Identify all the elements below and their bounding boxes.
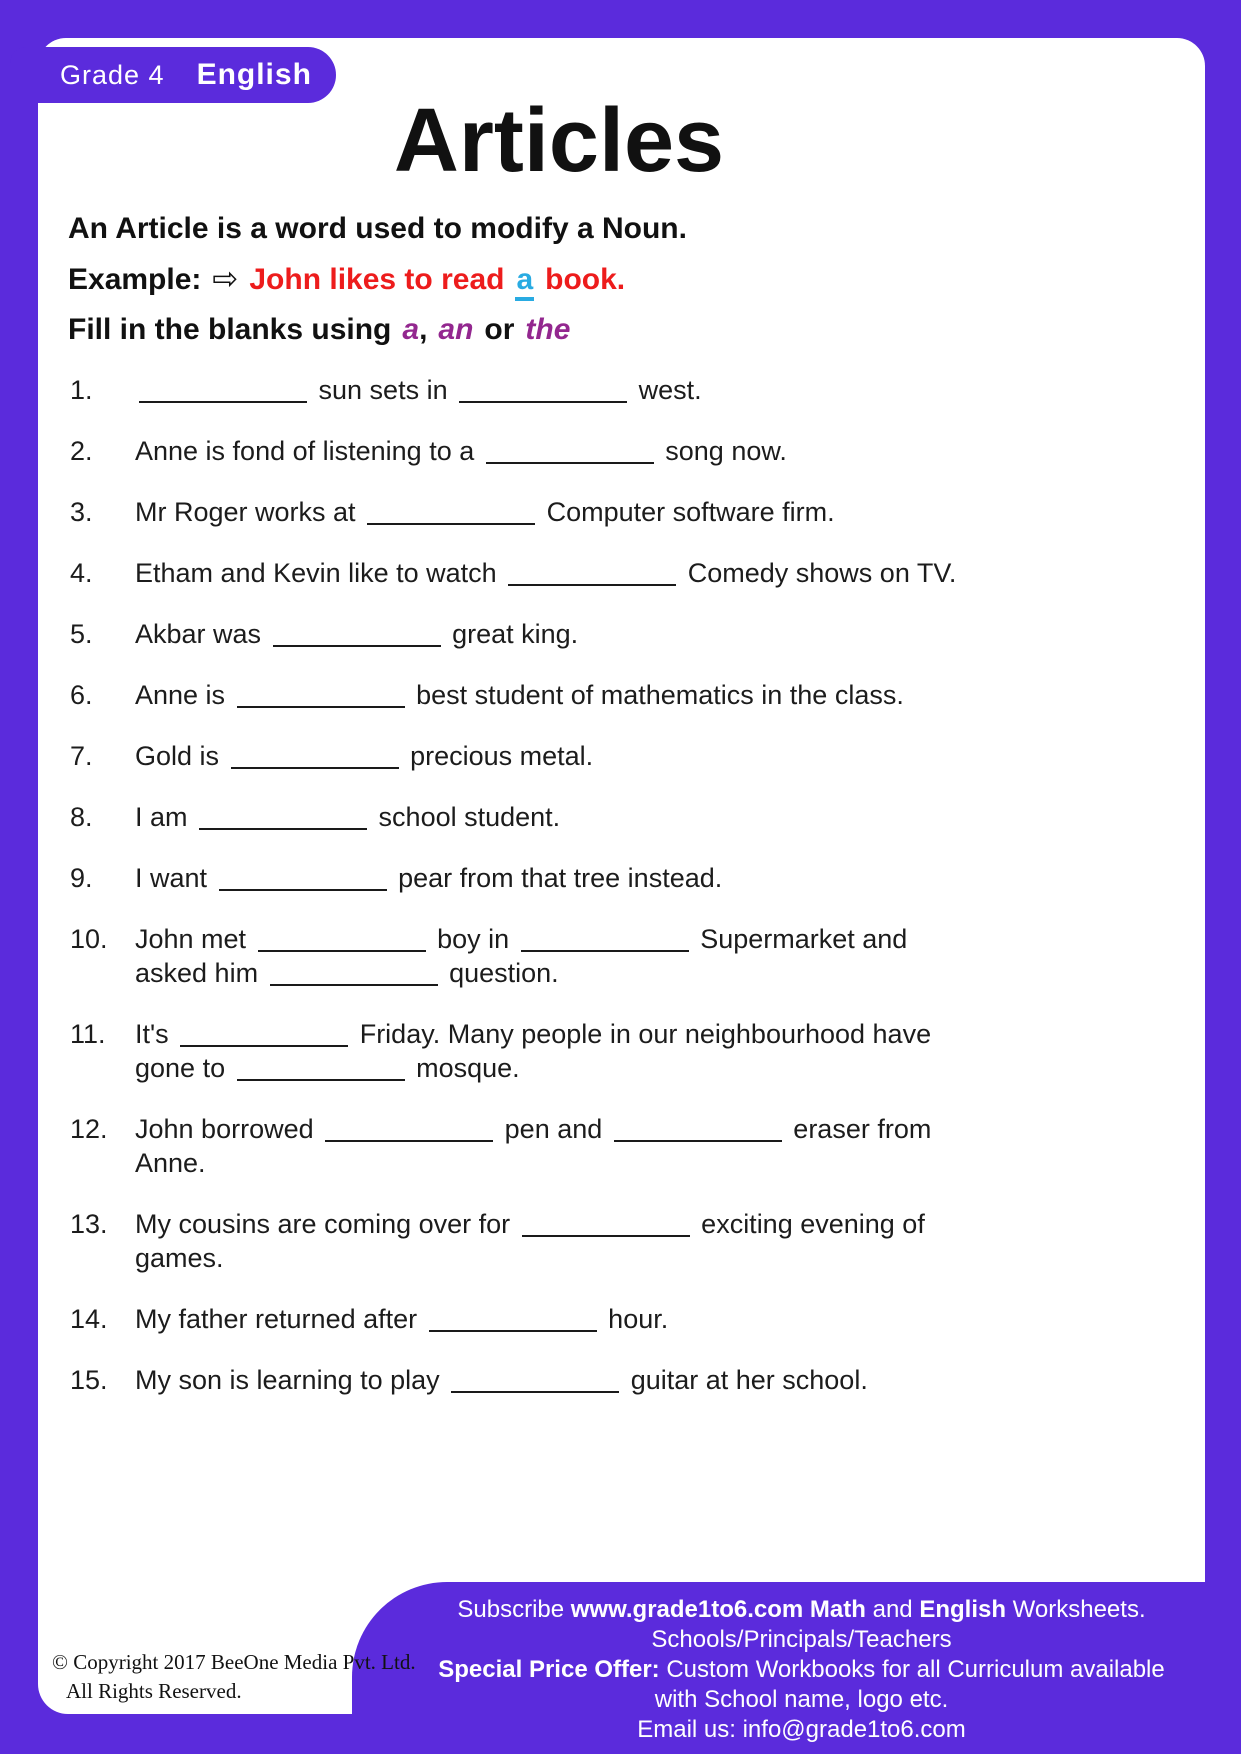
question-row — [70, 617, 1205, 651]
answer-blank[interactable] — [237, 1061, 405, 1081]
question-segment: Akbar was — [135, 619, 262, 649]
question-text — [135, 1363, 1155, 1397]
example-article-highlight: a — [515, 263, 534, 301]
questions-list — [70, 373, 1205, 1397]
answer-blank[interactable] — [231, 749, 399, 769]
question-segment: John met — [135, 924, 247, 954]
question-text — [135, 617, 1155, 651]
question-segment: Anne. — [135, 1148, 206, 1178]
question-text — [135, 1207, 1155, 1275]
footer-banner — [352, 1582, 1241, 1754]
answer-blank[interactable] — [273, 627, 441, 647]
footer-text: and — [865, 1596, 920, 1623]
answer-blank[interactable] — [459, 383, 627, 403]
question-segment: Anne is fond of listening to a — [135, 436, 475, 466]
question-segment: song now. — [665, 436, 787, 466]
answer-blank[interactable] — [270, 966, 438, 986]
question-segment: west. — [638, 375, 702, 405]
question-row — [70, 373, 1205, 407]
copyright-line: All Rights Reserved. — [66, 1679, 242, 1703]
answer-blank[interactable] — [199, 810, 367, 830]
answer-blank[interactable] — [508, 566, 676, 586]
footer-offer-label: Special Price Offer: — [438, 1656, 660, 1683]
answer-blank[interactable] — [429, 1312, 597, 1332]
question-segment: I want — [135, 863, 208, 893]
question-segment: Friday. Many people in our neighbourhood have — [359, 1019, 932, 1049]
footer-text: Worksheets. — [1006, 1596, 1146, 1623]
question-text — [135, 495, 1155, 529]
copyright-notice — [52, 1648, 416, 1706]
question-number: 4. — [70, 558, 93, 588]
question-text — [135, 434, 1155, 468]
question-row — [70, 434, 1205, 468]
question-segment: gone to — [135, 1053, 226, 1083]
question-segment: My son is learning to play — [135, 1365, 440, 1395]
answer-blank[interactable] — [451, 1373, 619, 1393]
question-text — [135, 800, 1155, 834]
question-number: 9. — [70, 863, 93, 893]
question-row — [70, 861, 1205, 895]
answer-blank[interactable] — [219, 871, 387, 891]
question-text — [135, 1302, 1155, 1336]
question-segment: hour. — [608, 1304, 669, 1334]
footer-offer-line — [392, 1655, 1211, 1685]
footer-subscribe-line — [392, 1595, 1211, 1625]
question-segment: Supermarket and — [700, 924, 908, 954]
question-row — [70, 1017, 1205, 1085]
question-segment: Gold is — [135, 741, 220, 771]
question-segment: It's — [135, 1019, 169, 1049]
question-segment: My father returned after — [135, 1304, 418, 1334]
question-segment: best student of mathematics in the class. — [416, 680, 904, 710]
article-option-a: a — [402, 313, 420, 346]
question-segment: games. — [135, 1243, 224, 1273]
answer-blank[interactable] — [325, 1122, 493, 1142]
question-number: 12. — [70, 1114, 108, 1144]
example-label: Example: — [68, 263, 202, 296]
answer-blank[interactable] — [522, 1217, 690, 1237]
footer-email-line[interactable]: Email us: info@grade1to6.com — [637, 1716, 966, 1743]
question-text — [135, 1112, 1155, 1180]
question-segment: boy in — [437, 924, 510, 954]
worksheet-page — [38, 38, 1205, 1714]
question-segment: pen and — [504, 1114, 603, 1144]
or-text: or — [484, 313, 515, 346]
subject-label: English — [196, 58, 312, 91]
answer-blank[interactable] — [180, 1027, 348, 1047]
answer-blank[interactable] — [237, 688, 405, 708]
footer-site-link[interactable]: www.grade1to6.com Math — [570, 1596, 866, 1623]
grade-subject-badge — [10, 47, 336, 103]
question-segment: sun sets in — [318, 375, 448, 405]
question-row — [70, 800, 1205, 834]
question-number: 8. — [70, 802, 93, 832]
question-segment: precious metal. — [410, 741, 594, 771]
copyright-line: © Copyright 2017 BeeOne Media Pvt. Ltd. — [52, 1650, 416, 1674]
page-title: Articles — [393, 91, 725, 191]
question-row — [70, 556, 1205, 590]
question-segment: My cousins are coming over for — [135, 1209, 511, 1239]
answer-blank[interactable] — [139, 383, 307, 403]
question-segment: John borrowed — [135, 1114, 314, 1144]
instruction-lead: Fill in the blanks using — [68, 313, 392, 346]
question-number: 11. — [70, 1019, 106, 1049]
question-row — [70, 678, 1205, 712]
footer-customization-line: with School name, logo etc. — [654, 1686, 949, 1713]
footer-audience-line: Schools/Principals/Teachers — [651, 1626, 952, 1653]
answer-blank[interactable] — [367, 505, 535, 525]
question-number: 2. — [70, 436, 93, 466]
question-row — [70, 739, 1205, 773]
example-sentence-part: John likes to read — [249, 263, 505, 296]
question-text — [135, 678, 1155, 712]
question-text — [135, 739, 1155, 773]
answer-blank[interactable] — [486, 444, 654, 464]
intro-block — [68, 212, 1205, 347]
question-segment: Mr Roger works at — [135, 497, 356, 527]
question-number: 10. — [70, 924, 108, 954]
answer-blank[interactable] — [614, 1122, 782, 1142]
question-number: 5. — [70, 619, 93, 649]
question-segment: Computer software firm. — [546, 497, 835, 527]
question-number: 1. — [70, 375, 93, 405]
instruction-line — [68, 313, 1205, 347]
footer-text: Subscribe — [457, 1596, 571, 1623]
answer-blank[interactable] — [521, 932, 689, 952]
question-row — [70, 1207, 1205, 1275]
question-segment: pear from that tree instead. — [398, 863, 723, 893]
question-segment: Comedy shows on TV. — [687, 558, 957, 588]
article-option-an: an — [438, 313, 474, 346]
question-row — [70, 922, 1205, 990]
rightwards-arrow-icon: ⇨ — [212, 261, 239, 297]
question-segment: guitar at her school. — [630, 1365, 868, 1395]
comma: , — [419, 313, 428, 346]
question-row — [70, 1363, 1205, 1397]
question-row — [70, 1112, 1205, 1180]
question-segment: school student. — [378, 802, 561, 832]
question-row — [70, 1302, 1205, 1336]
article-option-the: the — [525, 313, 571, 346]
answer-blank[interactable] — [258, 932, 426, 952]
footer-text: English — [919, 1596, 1006, 1623]
question-row — [70, 495, 1205, 529]
question-number: 14. — [70, 1304, 108, 1334]
question-segment: question. — [449, 958, 559, 988]
footer-text: Custom Workbooks for all Curriculum available — [659, 1656, 1165, 1683]
question-segment: mosque. — [416, 1053, 520, 1083]
question-number: 3. — [70, 497, 93, 527]
question-segment: Anne is — [135, 680, 226, 710]
grade-label: Grade 4 — [60, 59, 165, 90]
article-definition: An Article is a word used to modify a Noun. — [68, 212, 687, 245]
question-text — [135, 373, 1155, 407]
question-segment: I am — [135, 802, 188, 832]
question-number: 7. — [70, 741, 93, 771]
question-segment: eraser from — [793, 1114, 932, 1144]
question-segment: exciting evening of — [701, 1209, 925, 1239]
question-segment: great king. — [452, 619, 579, 649]
example-sentence-part: book. — [545, 263, 626, 296]
question-text — [135, 556, 1155, 590]
question-number: 15. — [70, 1365, 108, 1395]
question-text — [135, 861, 1155, 895]
question-number: 13. — [70, 1209, 108, 1239]
question-segment: asked him — [135, 958, 259, 988]
question-text — [135, 1017, 1155, 1085]
question-number: 6. — [70, 680, 93, 710]
example-line — [68, 261, 1205, 297]
question-text — [135, 922, 1155, 990]
question-segment: Etham and Kevin like to watch — [135, 558, 497, 588]
